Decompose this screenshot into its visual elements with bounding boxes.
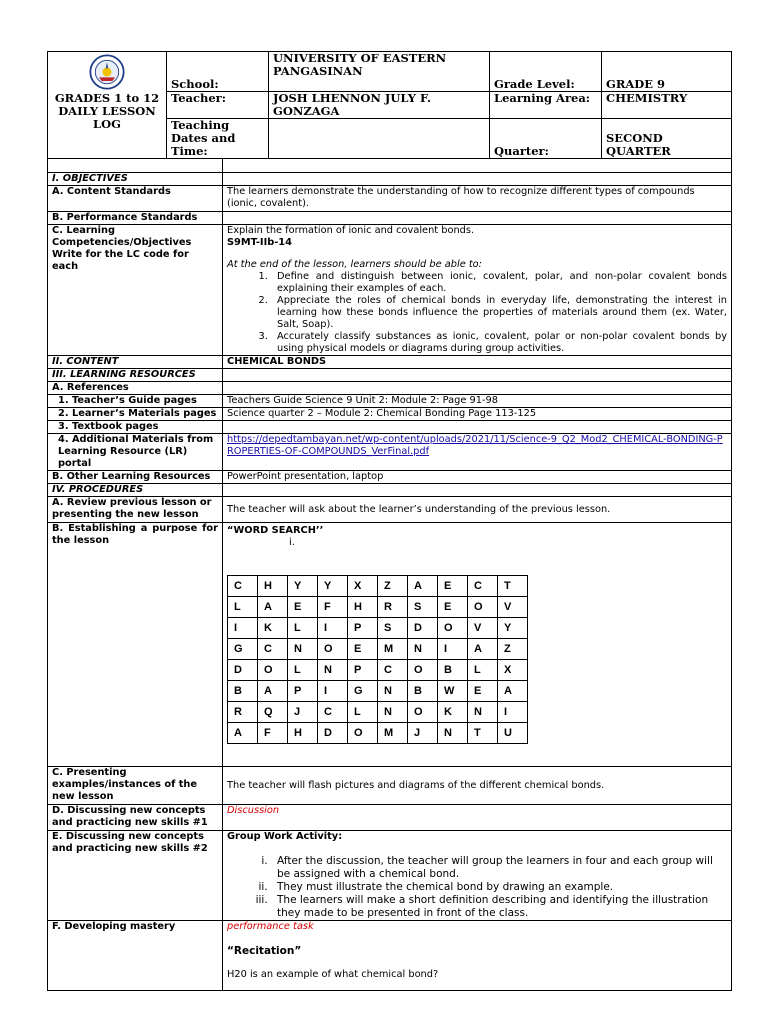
word-grid-cell: O	[408, 702, 438, 723]
discuss2-label: E. Discussing new concepts and practicing new skills #2	[48, 831, 223, 921]
recitation-title: “Recitation”	[227, 945, 302, 957]
word-grid-cell: E	[348, 639, 378, 660]
review-label: A. Review previous lesson or presenting the new lesson	[48, 497, 223, 523]
word-grid-cell: O	[468, 597, 498, 618]
word-search-grid	[227, 575, 528, 744]
group-work-item: ii. They must illustrate the chemical bond by drawing an example.	[271, 881, 727, 894]
group-work-item: i. After the discussion, the teacher will group the learners in four and each group will be assigned with a chemical bond.	[271, 855, 727, 881]
grade-level-value: GRADE 9	[602, 52, 732, 92]
word-grid-cell: A	[408, 576, 438, 597]
procedures-heading: IV. PROCEDURES	[48, 484, 223, 497]
word-grid-cell: G	[228, 639, 258, 660]
teacher-label: Teacher:	[167, 92, 269, 119]
word-grid-cell: P	[348, 618, 378, 639]
competency-text: Explain the formation of ionic and covalent bonds.	[227, 225, 475, 236]
word-grid-cell: H	[348, 597, 378, 618]
word-search-cell	[223, 523, 732, 767]
word-grid-cell: Z	[378, 576, 408, 597]
teaching-dates-value	[269, 119, 490, 159]
word-grid-cell: U	[498, 723, 528, 744]
word-grid-cell: C	[258, 639, 288, 660]
word-grid-row	[228, 576, 528, 597]
other-resources-value: PowerPoint presentation, laptop	[223, 471, 732, 484]
teacher-value: JOSH LHENNON JULY F. GONZAGA	[269, 92, 490, 119]
word-search-item: i.	[289, 537, 295, 548]
word-grid-cell: L	[288, 618, 318, 639]
group-work-list	[227, 855, 727, 920]
word-grid-cell: S	[408, 597, 438, 618]
learners-materials-label: 2. Learner’s Materials pages	[48, 408, 223, 421]
word-grid-cell: C	[378, 660, 408, 681]
word-grid-row	[228, 597, 528, 618]
word-grid-cell: X	[348, 576, 378, 597]
word-search-title: “WORD SEARCH’’	[227, 525, 324, 536]
word-grid-cell: Z	[498, 639, 528, 660]
word-grid-cell: O	[258, 660, 288, 681]
objective-item: 3. Accurately classify substances as ionic, covalent, polar or non-polar covalent bonds by using physical models or diagrams during group activities.	[271, 331, 727, 355]
word-grid-cell: W	[438, 681, 468, 702]
word-grid-row	[228, 681, 528, 702]
lr-portal-link[interactable]: https://depedtambayan.net/wp-content/uploads/2021/11/Science-9_Q2_Mod2_CHEMICAL-BONDING-PROPERTIES-OF-COMPOUNDS_VerFinal.pdf	[227, 434, 723, 457]
quarter-value: SECOND QUARTER	[602, 119, 732, 159]
teachers-guide-value: Teachers Guide Science 9 Unit 2: Module 2: Page 91-98	[223, 395, 732, 408]
word-grid-cell: F	[318, 597, 348, 618]
word-grid-cell: P	[348, 660, 378, 681]
word-grid-cell: V	[468, 618, 498, 639]
presenting-label: C. Presenting examples/instances of the new lesson	[48, 767, 223, 805]
word-grid-cell: O	[408, 660, 438, 681]
deped-seal-icon	[89, 54, 125, 90]
competencies-label: C. Learning Competencies/Objectives Write for the LC code for each	[48, 225, 223, 356]
word-grid-cell: N	[288, 639, 318, 660]
additional-materials-label: 4. Additional Materials from Learning Resource (LR) portal	[48, 434, 223, 471]
content-value: CHEMICAL BONDS	[223, 356, 732, 369]
word-grid-cell: N	[318, 660, 348, 681]
learners-materials-value: Science quarter 2 – Module 2: Chemical Bonding Page 113-125	[223, 408, 732, 421]
teaching-dates-label: Teaching Dates and Time:	[167, 119, 269, 159]
word-grid-cell: B	[228, 681, 258, 702]
word-grid-cell: L	[228, 597, 258, 618]
word-grid-cell: A	[228, 723, 258, 744]
references-label: A. References	[48, 382, 223, 395]
word-grid-cell: N	[408, 639, 438, 660]
word-grid-cell: I	[438, 639, 468, 660]
word-grid-cell: Y	[498, 618, 528, 639]
performance-standards-text	[223, 212, 732, 225]
grade-level-label: Grade Level:	[490, 52, 602, 92]
discussion-text: Discussion	[223, 805, 732, 831]
objectives-list	[227, 271, 727, 355]
group-work-title: Group Work Activity:	[227, 831, 343, 842]
word-grid-cell: Y	[318, 576, 348, 597]
content-standards-label: A. Content Standards	[48, 186, 223, 212]
word-grid-cell: N	[468, 702, 498, 723]
performance-standards-label: B. Performance Standards	[48, 212, 223, 225]
quarter-label: Quarter:	[490, 119, 602, 159]
teachers-guide-label: 1. Teacher’s Guide pages	[48, 395, 223, 408]
word-grid-cell: J	[288, 702, 318, 723]
word-grid-cell: H	[288, 723, 318, 744]
word-grid-cell: G	[348, 681, 378, 702]
word-grid-cell: Y	[288, 576, 318, 597]
word-grid-cell: K	[258, 618, 288, 639]
word-grid-cell: O	[318, 639, 348, 660]
header-table	[47, 51, 732, 159]
content-standards-text: The learners demonstrate the understanding of how to recognize different types of compounds (ionic, covalent).	[223, 186, 732, 212]
word-grid-cell: A	[258, 681, 288, 702]
textbook-label: 3. Textbook pages	[48, 421, 223, 434]
competency-code: S9MT-IIb-14	[227, 237, 292, 248]
learning-resources-heading: III. LEARNING RESOURCES	[48, 369, 223, 382]
word-grid-cell: P	[288, 681, 318, 702]
mastery-label: F. Developing mastery	[48, 921, 223, 991]
word-grid-cell: T	[468, 723, 498, 744]
word-grid-cell: D	[318, 723, 348, 744]
word-grid-cell: H	[258, 576, 288, 597]
word-grid-cell: N	[378, 702, 408, 723]
word-grid-row	[228, 618, 528, 639]
word-grid-cell: V	[498, 597, 528, 618]
word-grid-cell: I	[498, 702, 528, 723]
review-text: The teacher will ask about the learner’s understanding of the previous lesson.	[223, 497, 732, 523]
word-grid-cell: X	[498, 660, 528, 681]
log-title: GRADES 1 to 12 DAILY LESSON LOG	[54, 91, 160, 131]
word-grid-row	[228, 702, 528, 723]
word-grid-cell: D	[228, 660, 258, 681]
other-resources-label: B. Other Learning Resources	[48, 471, 223, 484]
school-label: School:	[167, 52, 269, 92]
content-heading: II. CONTENT	[48, 356, 223, 369]
textbook-value	[223, 421, 732, 434]
word-grid-cell: B	[438, 660, 468, 681]
word-grid-cell: C	[468, 576, 498, 597]
recitation-question: H20 is an example of what chemical bond?	[227, 969, 439, 980]
word-grid-cell: B	[408, 681, 438, 702]
objective-item: 2. Appreciate the roles of chemical bonds in everyday life, demonstrating the interest in learning how these bonds influence the properties of materials around them (ex. Water, Salt, Soap).	[271, 295, 727, 331]
objective-item: 1. Define and distinguish between ionic, covalent, polar, and non-polar covalent bonds explaining their examples of each.	[271, 271, 727, 295]
presenting-text: The teacher will flash pictures and diagrams of the different chemical bonds.	[223, 767, 732, 805]
end-of-lesson-intro: At the end of the lesson, learners should be able to:	[227, 259, 482, 270]
word-grid-cell: D	[408, 618, 438, 639]
discuss1-label: D. Discussing new concepts and practicing new skills #1	[48, 805, 223, 831]
word-grid-cell: J	[408, 723, 438, 744]
word-grid-cell: L	[348, 702, 378, 723]
word-grid-cell: C	[228, 576, 258, 597]
word-grid-cell: Q	[258, 702, 288, 723]
word-grid-cell: E	[288, 597, 318, 618]
word-grid-cell: M	[378, 639, 408, 660]
competencies-cell	[223, 225, 732, 356]
word-grid-cell: R	[228, 702, 258, 723]
performance-task-text: performance task	[227, 921, 314, 932]
word-grid-cell: N	[378, 681, 408, 702]
word-grid-cell: F	[258, 723, 288, 744]
word-grid-cell: O	[438, 618, 468, 639]
group-work-cell	[223, 831, 732, 921]
word-grid-cell: I	[228, 618, 258, 639]
mastery-cell	[223, 921, 732, 991]
word-grid-cell: K	[438, 702, 468, 723]
learning-area-value: CHEMISTRY	[602, 92, 732, 119]
word-grid-cell: L	[468, 660, 498, 681]
word-grid-cell: N	[438, 723, 468, 744]
logo-cell	[48, 52, 167, 159]
word-grid-cell: R	[378, 597, 408, 618]
purpose-label: B. Establishing a purpose for the lesson	[48, 523, 223, 767]
word-grid-cell: A	[468, 639, 498, 660]
word-grid-cell: C	[318, 702, 348, 723]
objectives-heading: I. OBJECTIVES	[48, 173, 223, 186]
learning-area-label: Learning Area:	[490, 92, 602, 119]
word-grid-cell: E	[438, 597, 468, 618]
word-grid-row	[228, 660, 528, 681]
school-value: UNIVERSITY OF EASTERN PANGASINAN	[269, 52, 490, 92]
word-grid-row	[228, 639, 528, 660]
word-grid-cell: E	[438, 576, 468, 597]
word-grid-cell: A	[258, 597, 288, 618]
word-grid-cell: L	[288, 660, 318, 681]
group-work-item: iii. The learners will make a short definition describing and identifying the illustration they made to be presented in front of the class.	[271, 894, 727, 920]
word-grid-cell: T	[498, 576, 528, 597]
word-grid-cell: A	[498, 681, 528, 702]
word-grid-cell: S	[378, 618, 408, 639]
word-grid-cell: I	[318, 618, 348, 639]
word-grid-cell: E	[468, 681, 498, 702]
word-grid-cell: O	[348, 723, 378, 744]
word-grid-row	[228, 723, 528, 744]
word-grid-cell: I	[318, 681, 348, 702]
word-grid-cell: M	[378, 723, 408, 744]
lesson-log-table	[47, 158, 732, 991]
